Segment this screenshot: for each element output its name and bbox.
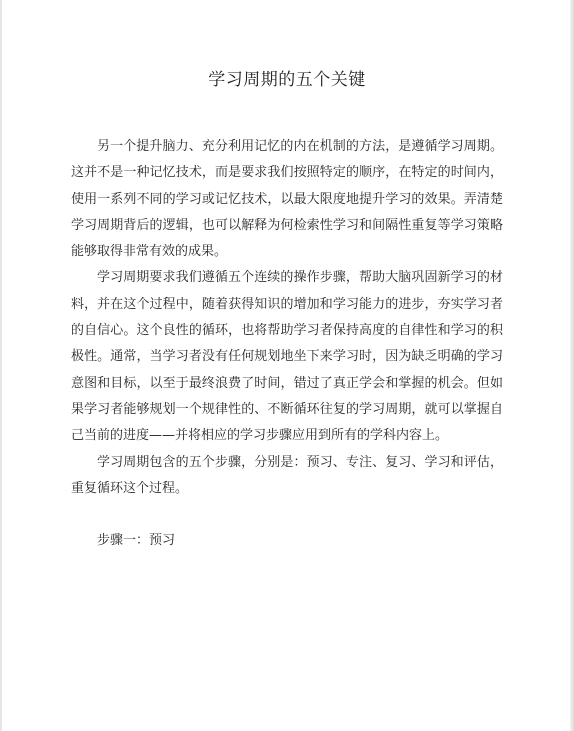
page-right-edge [570,0,574,731]
paragraph-2: 学习周期要求我们遵循五个连续的操作步骤，帮助大脑巩固新学习的材料，并在这个过程中，随着获得知识的增加和学习能力的进步，夯实学习者的自信心。这个良性的循环，也将帮助学习者保持高度的自律性和学习的积极性。通常，当学习者没有任何规划地坐下来学习时，因为缺乏明确的学习意图和目标，以至于最终浪费了时间，错过了真正学会和掌握的机会。但如果学习者能够规划一个规律性的、不断循环往复的学习周期，就可以掌握自己当前的进度——并将相应的学习步骤应用到所有的学科内容上。 [71,270,503,444]
paragraph-1: 另一个提升脑力、充分利用记忆的内在机制的方法，是遵循学习周期。这并不是一种记忆技术，而是要求我们按照特定的顺序，在特定的时间内，使用一系列不同的学习或记忆技术，以最大限度地提升学习的效果。弄清楚学习周期背后的逻辑，也可以解释为何检索性学习和间隔性重复等学习策略能够取得非常有效的成果。 [71,139,503,260]
page-title: 学习周期的五个关键 [208,70,366,90]
paragraph-3: 学习周期包含的五个步骤，分别是：预习、专注、复习、学习和评估，重复循环这个过程。 [71,454,503,496]
step-heading: 步骤一：预习 [97,533,176,549]
document-body [71,134,503,555]
page-left-edge [0,0,2,731]
paragraph-gap [71,502,503,528]
